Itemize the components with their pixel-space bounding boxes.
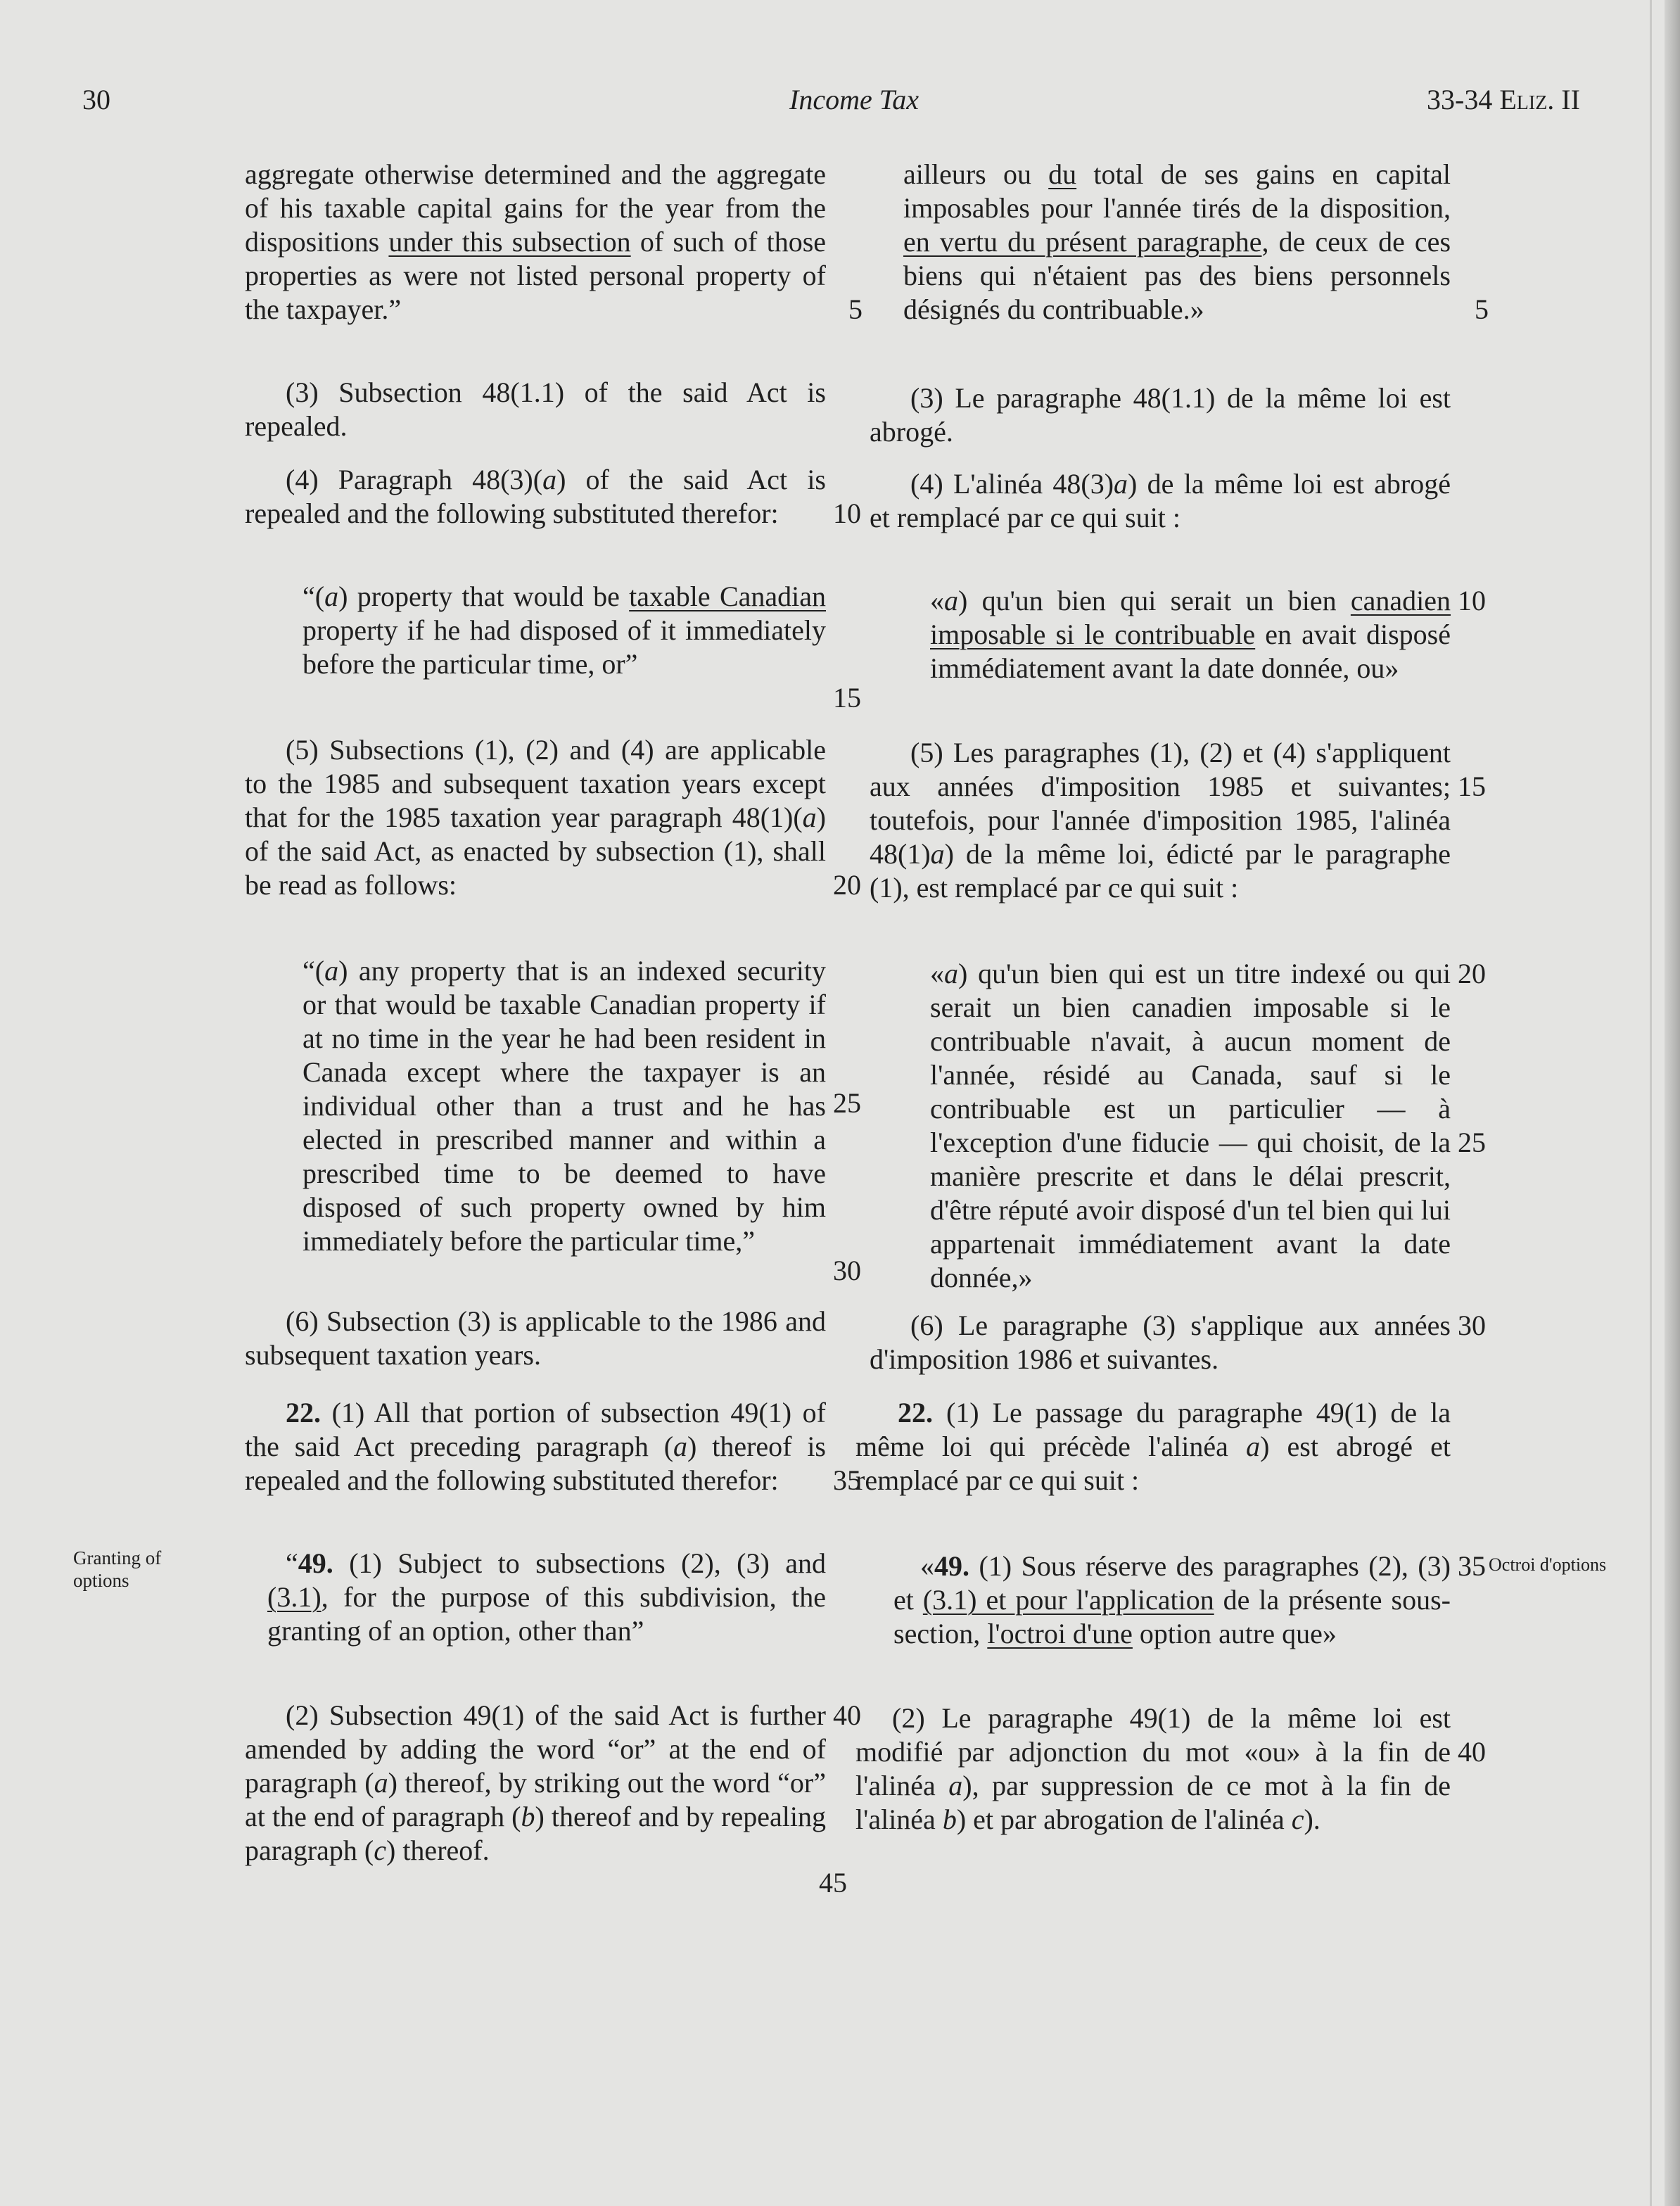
line-number-35-fr: 35 bbox=[1458, 1550, 1486, 1582]
fr-subsection-22-2: (2) Le paragraphe 49(1) de la même loi est modifié par adjonction du mot «ou» à la fin de l'alinéa a), par suppression de ce mot à la fin de l'alinéa b) et par abrogation de l'alinéa c). bbox=[855, 1702, 1451, 1835]
en-quoted-paragraph-a: “(a) property that would be taxable Canadian property if he had disposed of it immediately before the particular time, or” bbox=[303, 581, 827, 680]
french-column bbox=[903, 158, 1451, 327]
line-number-40-en: 40 bbox=[833, 1699, 861, 1731]
english-column bbox=[245, 158, 826, 327]
fr-quoted-paragraph-a: «a) qu'un bien qui serait un bien canadien imposable si le contribuable en avait disposé immédiatement avant la date donnée, ou» bbox=[930, 585, 1451, 684]
line-number-5-fr: 5 bbox=[1475, 293, 1489, 325]
en-quoted-section-49: “49. (1) Subject to subsections (2), (3) and (3.1), for the purpose of this subdivision, the granting of an option, other than” bbox=[267, 1547, 826, 1647]
page-edge-shadow bbox=[1665, 0, 1680, 2206]
margin-note-fr: Octroi d'options bbox=[1489, 1554, 1607, 1575]
fr-subsection-5: (5) Les paragraphes (1), (2) et (4) s'appliquent aux années d'imposition 1985 et suivantes; toutefois, pour l'année d'imposition 1985, l'alinéa 48(1)a) de la même loi, édicté par le paragraphe (1), est remplacé par ce qui suit : bbox=[870, 737, 1451, 904]
en-block-1: aggregate otherwise determined and the aggregate of his taxable capital gains for the year from the dispositions under this subsection of such of those properties as were not listed personal property of the taxpayer.” bbox=[245, 158, 827, 325]
line-number-40-fr: 40 bbox=[1458, 1736, 1486, 1768]
fr-quoted-paragraph-a-1985: «a) qu'un bien qui est un titre indexé ou qui serait un bien canadien imposable si le contribuable n'avait, à aucun moment de l'année, résidé au Canada, sauf si le contribuable est un particulier — à l'exception d'une fiducie — qui choisit, de la manière prescrite et dans le délai prescrit, d'être réputé avoir disposé d'un tel bien qui lui appartenait immédiatement avant la date donnée,» bbox=[930, 958, 1451, 1293]
en-subsection-5: (5) Subsections (1), (2) and (4) are applicable to the 1985 and subsequent taxation years except that for the 1985 taxation year paragraph 48(1)(a) of the said Act, as enacted by subsection (1), shall be read as follows: bbox=[245, 734, 826, 901]
en-section-22: 22. (1) All that portion of subsection 49(1) of the said Act preceding paragraph (a) thereof is repealed and the following substituted therefor: bbox=[245, 1397, 826, 1496]
running-title: Income Tax bbox=[789, 84, 919, 115]
en-subsection-22-2: (2) Subsection 49(1) of the said Act is further amended by adding the word “or” at the end of paragraph (a) thereof, by striking out the word “or” at the end of paragraph (b) thereof and by repealing paragraph (c) thereof. bbox=[245, 1699, 826, 1866]
line-number-45-en: 45 bbox=[819, 1867, 847, 1898]
line-number-20-fr: 20 bbox=[1458, 958, 1486, 989]
line-number-30-en: 30 bbox=[833, 1255, 861, 1286]
en-subsection-6: (6) Subsection (3) is applicable to the 1986 and subsequent taxation years. bbox=[245, 1305, 826, 1371]
line-number-25-en: 25 bbox=[833, 1087, 861, 1119]
margin-note-en: Granting of options bbox=[73, 1547, 162, 1591]
fr-subsection-6: (6) Le paragraphe (3) s'applique aux années d'imposition 1986 et suivantes. bbox=[870, 1310, 1451, 1375]
line-number-15-en: 15 bbox=[833, 682, 861, 714]
regnal-year: 33-34 Eliz. II bbox=[1427, 84, 1580, 115]
line-number-20-en: 20 bbox=[833, 869, 861, 901]
fr-block-1: ailleurs ou du total de ses gains en capital imposables pour l'année tirés de la disposition, en vertu du présent paragraphe, de ceux de ces biens qui n'étaient pas des biens personnels désignés du contribuable.» bbox=[903, 158, 1451, 325]
fr-quoted-section-49: «49. (1) Sous réserve des paragraphes (2), (3) et (3.1) et pour l'application de la présente sous-section, l'octroi d'une option autre que» bbox=[893, 1550, 1451, 1649]
fr-section-22: 22. (1) Le passage du paragraphe 49(1) de la même loi qui précède l'alinéa a) est abrogé et remplacé par ce qui suit : bbox=[855, 1397, 1451, 1496]
line-number-25-fr: 25 bbox=[1458, 1127, 1486, 1158]
page-number: 30 bbox=[82, 84, 110, 115]
line-number-10-fr: 10 bbox=[1458, 585, 1486, 616]
line-number-35-en: 35 bbox=[833, 1464, 861, 1496]
line-number-5-en: 5 bbox=[848, 293, 863, 325]
line-number-15-fr: 15 bbox=[1458, 771, 1486, 802]
en-quoted-paragraph-a-1985: “(a) any property that is an indexed security or that would be taxable Canadian property if at no time in the year he had been resident in Canada except where the taxpayer is an individual other than a trust and he has elected in prescribed manner and within a prescribed time to be deemed to have disposed of such property owned by him immediately before the particular time,” bbox=[303, 955, 826, 1257]
en-subsection-4: (4) Paragraph 48(3)(a) of the said Act is repealed and the following substituted therefor: bbox=[245, 464, 827, 529]
line-number-30-fr: 30 bbox=[1458, 1310, 1486, 1341]
page-edge-line bbox=[1650, 0, 1652, 2206]
line-number-10-en: 10 bbox=[833, 497, 861, 529]
fr-subsection-4: (4) L'alinéa 48(3)a) de la même loi est abrogé et remplacé par ce qui suit : bbox=[870, 468, 1451, 533]
fr-subsection-3: (3) Le paragraphe 48(1.1) de la même loi est abrogé. bbox=[870, 382, 1451, 448]
en-subsection-3: (3) Subsection 48(1.1) of the said Act is repealed. bbox=[245, 376, 826, 442]
